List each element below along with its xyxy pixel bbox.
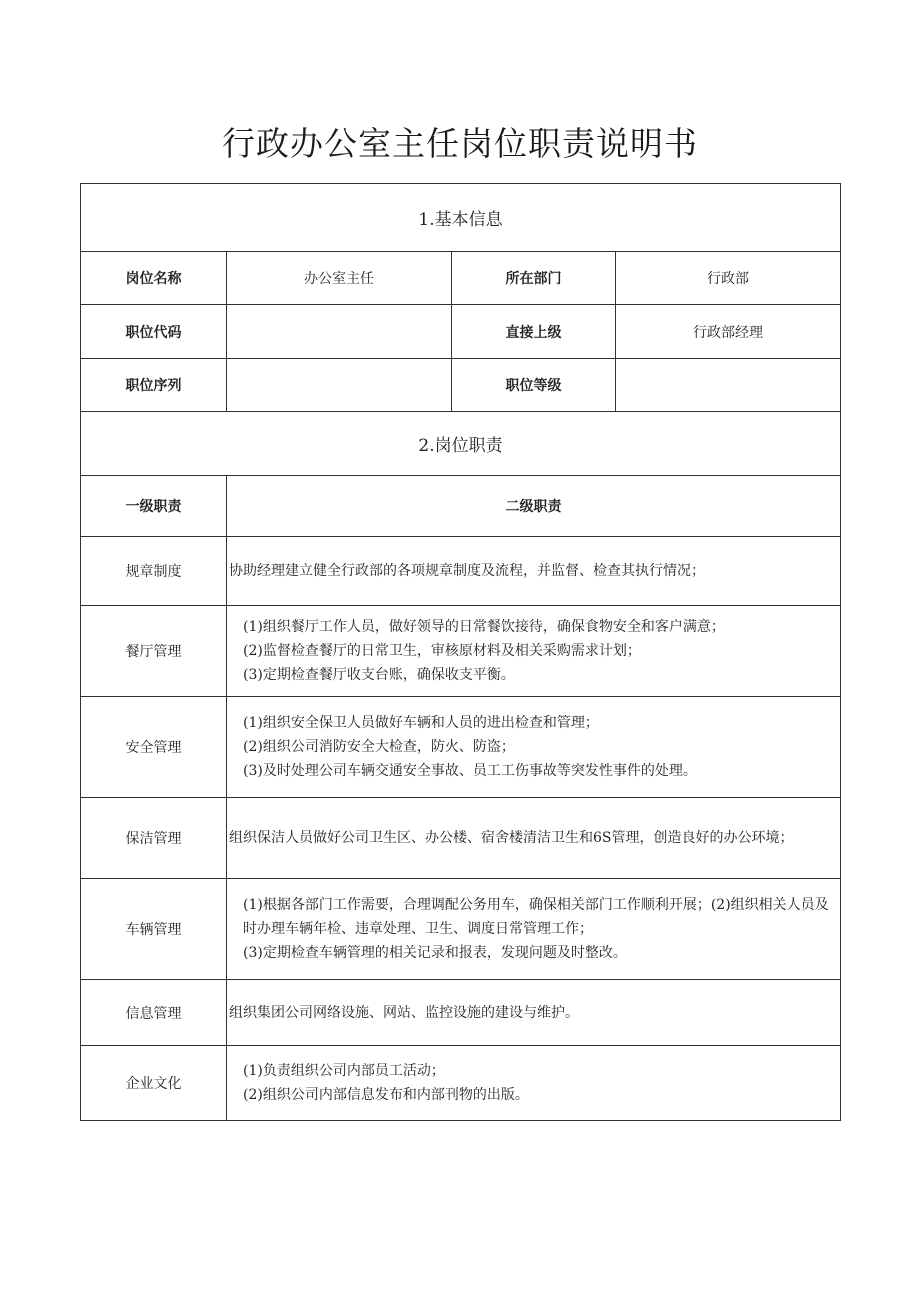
- label-position-sequence: 职位序列: [81, 359, 227, 412]
- duty-line: 协助经理建立健全行政部的各项规章制度及流程，并监督、检查其执行情况；: [229, 563, 705, 579]
- duty-line: (2)组织公司内部信息发布和内部刊物的出版。: [243, 1087, 529, 1103]
- value-position-name: 办公室主任: [227, 252, 452, 305]
- duty-description: [227, 606, 841, 697]
- duty-category: 规章制度: [81, 537, 227, 606]
- duty-line: (1)组织安全保卫人员做好车辆和人员的进出检查和管理；: [243, 715, 599, 731]
- duty-line: (2)监督检查餐厅的日常卫生，审核原材料及相关采购需求计划；: [243, 643, 641, 659]
- header-secondary-duty: 二级职责: [227, 476, 841, 537]
- duty-row: [81, 697, 841, 798]
- duty-line: (1)根据各部门工作需要，合理调配公务用车，确保相关部门工作顺利开展；(2)组织相关人员及时办理车辆年检、违章处理、卫生、调度日常管理工作；: [243, 897, 829, 937]
- duty-description: [227, 879, 841, 980]
- duty-line: (1)负责组织公司内部员工活动；: [243, 1063, 445, 1079]
- duty-description: [227, 980, 841, 1046]
- job-description-table: [80, 183, 841, 1121]
- duty-line: (1)组织餐厅工作人员，做好领导的日常餐饮接待，确保食物安全和客户满意；: [243, 619, 725, 635]
- header-primary-duty: 一级职责: [81, 476, 227, 537]
- label-position-code: 职位代码: [81, 305, 227, 359]
- section-duties: 2.岗位职责: [81, 412, 841, 476]
- value-department: 行政部: [616, 252, 841, 305]
- label-position-level: 职位等级: [452, 359, 616, 412]
- value-position-code: [227, 305, 452, 359]
- duty-row: [81, 798, 841, 879]
- duty-description: [227, 1046, 841, 1121]
- duty-line: (3)定期检查餐厅收支台账，确保收支平衡。: [243, 667, 515, 683]
- duty-description: [227, 537, 841, 606]
- duty-line: 组织保洁人员做好公司卫生区、办公楼、宿舍楼清洁卫生和6S管理，创造良好的办公环境；: [229, 830, 794, 846]
- duty-line: (3)及时处理公司车辆交通安全事故、员工工伤事故等突发性事件的处理。: [243, 763, 697, 779]
- document-title: 行政办公室主任岗位职责说明书: [222, 124, 698, 163]
- duty-row: [81, 1046, 841, 1121]
- label-position-name: 岗位名称: [81, 252, 227, 305]
- label-direct-superior: 直接上级: [452, 305, 616, 359]
- duty-row: [81, 980, 841, 1046]
- duty-description: [227, 798, 841, 879]
- duty-category: 车辆管理: [81, 879, 227, 980]
- duty-row: [81, 537, 841, 606]
- value-position-sequence: [227, 359, 452, 412]
- duty-row: [81, 879, 841, 980]
- value-position-level: [616, 359, 841, 412]
- duty-line: (3)定期检查车辆管理的相关记录和报表，发现问题及时整改。: [243, 945, 627, 961]
- duty-line: 组织集团公司网络设施、网站、监控设施的建设与维护。: [229, 1004, 579, 1021]
- duty-category: 保洁管理: [81, 798, 227, 879]
- duty-category: 信息管理: [81, 980, 227, 1046]
- value-direct-superior: 行政部经理: [616, 305, 841, 359]
- duty-category: 企业文化: [81, 1046, 227, 1121]
- duty-category: 安全管理: [81, 697, 227, 798]
- duty-row: [81, 606, 841, 697]
- label-department: 所在部门: [452, 252, 616, 305]
- duty-category: 餐厅管理: [81, 606, 227, 697]
- duty-description: [227, 697, 841, 798]
- duty-line: (2)组织公司消防安全大检查，防火、防盗；: [243, 739, 515, 755]
- section-basic-info: 1.基本信息: [81, 184, 841, 252]
